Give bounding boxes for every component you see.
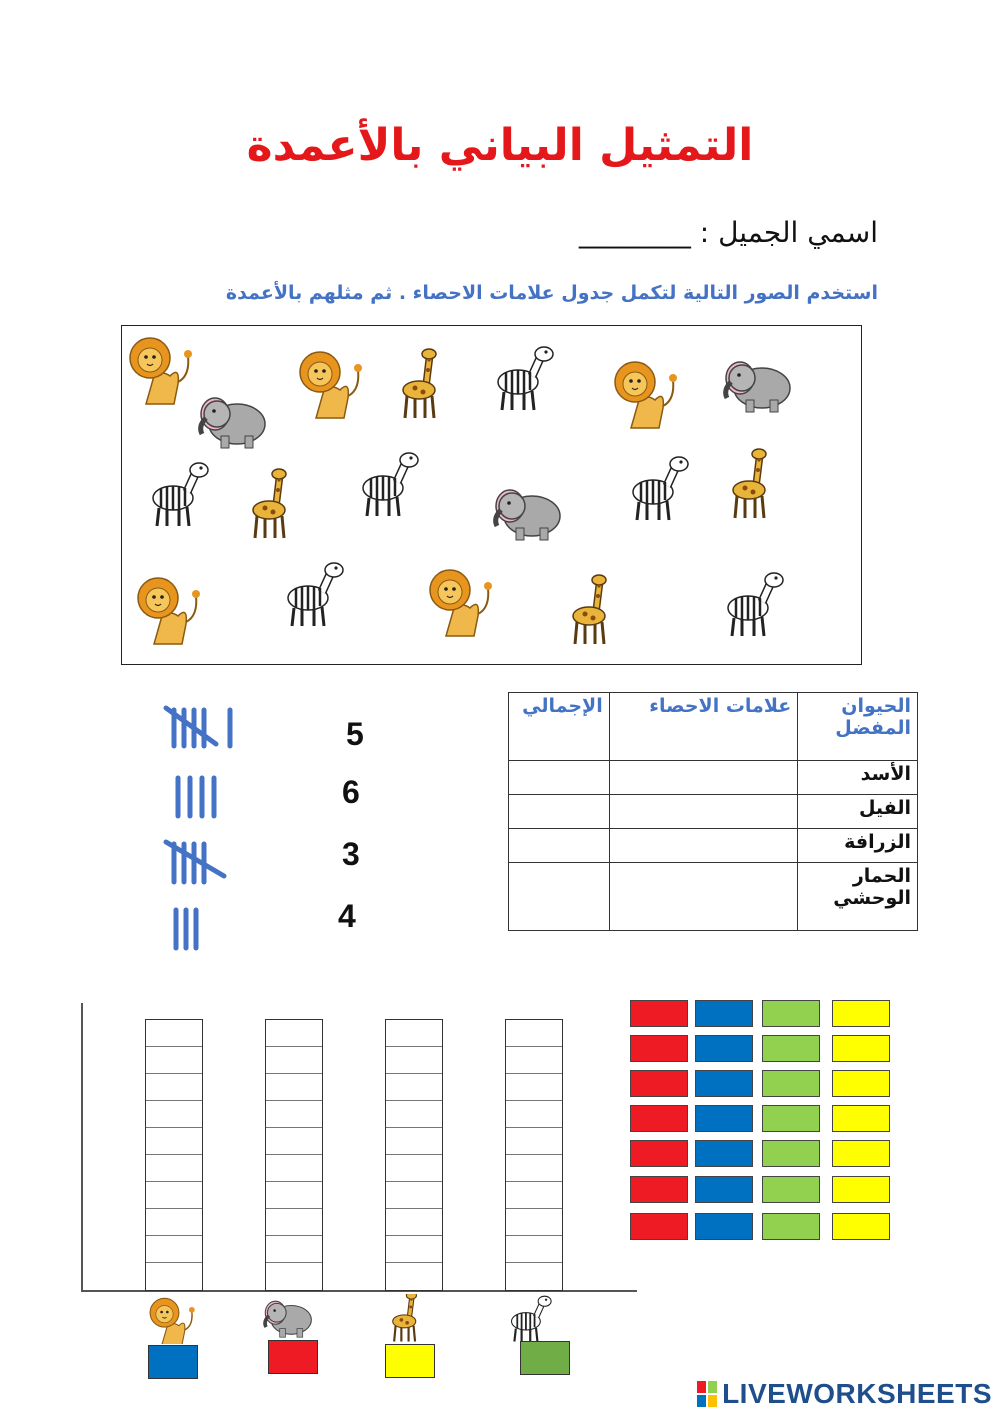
color-swatch-blue[interactable]: [695, 1000, 753, 1027]
color-swatch-red[interactable]: [630, 1140, 688, 1167]
tally-cell[interactable]: [609, 761, 798, 795]
tally-cell[interactable]: [609, 795, 798, 829]
elephant-icon: [201, 398, 265, 448]
row-label-giraffe: الزرافة: [798, 829, 918, 863]
row-label-elephant: الفيل: [798, 795, 918, 829]
giraffe-icon: [393, 1294, 417, 1342]
lion-icon: [138, 578, 200, 644]
animals-illustration: [122, 326, 863, 666]
color-swatch-yellow[interactable]: [832, 1213, 890, 1240]
liveworksheets-mark-icon: [696, 1380, 718, 1408]
color-swatch-yellow[interactable]: [832, 1140, 890, 1167]
color-swatch-blue[interactable]: [695, 1140, 753, 1167]
instruction-text: استخدم الصور التالية لتكمل جدول علامات الاحصاء . ثم مثلهم بالأعمدة: [225, 282, 878, 304]
elephant-icon: [496, 490, 560, 540]
tally-number[interactable]: 4: [338, 898, 356, 934]
row-label-zebra: الحمار الوحشي: [798, 863, 918, 931]
elephant-icon: [265, 1301, 311, 1337]
lion-icon: [430, 570, 492, 636]
color-swatch-blue[interactable]: [695, 1070, 753, 1097]
color-swatch-yellow[interactable]: [832, 1000, 890, 1027]
bar-column-zebra[interactable]: [505, 1019, 563, 1291]
zebra-icon: [288, 563, 343, 626]
zebra-icon: [633, 457, 688, 520]
tally-group-4: [176, 910, 196, 948]
bar-column-giraffe[interactable]: [385, 1019, 443, 1291]
color-swatch-red[interactable]: [630, 1213, 688, 1240]
color-swatch-yellow[interactable]: [832, 1105, 890, 1132]
giraffe-icon: [403, 349, 436, 418]
color-swatch-green[interactable]: [762, 1176, 820, 1203]
color-swatch-red[interactable]: [630, 1035, 688, 1062]
color-swatch-red[interactable]: [630, 1176, 688, 1203]
color-swatch-green[interactable]: [762, 1000, 820, 1027]
lion-icon: [300, 352, 362, 418]
worksheet-title: التمثيل البياني بالأعمدة: [246, 120, 754, 171]
color-swatch-green[interactable]: [762, 1035, 820, 1062]
row-label-lion: الأسد: [798, 761, 918, 795]
zebra-icon: [498, 347, 553, 410]
liveworksheets-logo: [696, 1378, 992, 1410]
lion-icon: [130, 338, 192, 404]
giraffe-icon: [733, 449, 766, 518]
color-swatch-red[interactable]: [630, 1070, 688, 1097]
zebra-icon: [363, 453, 418, 516]
color-swatch-yellow[interactable]: [832, 1035, 890, 1062]
color-swatch-yellow[interactable]: [832, 1070, 890, 1097]
total-cell[interactable]: [509, 795, 610, 829]
brand-name: LIVEWORKSHEETS: [722, 1378, 992, 1409]
tally-group-1: [166, 708, 230, 746]
name-line: اسمي الجميل : ________: [578, 216, 878, 249]
color-key-elephant: [268, 1340, 318, 1374]
chart-animal-labels: [140, 1294, 600, 1344]
zebra-icon: [728, 573, 783, 636]
elephant-icon: [726, 362, 790, 412]
zebra-icon: [512, 1296, 552, 1341]
header-tally-marks: علامات الاحصاء: [609, 693, 798, 761]
total-cell[interactable]: [509, 829, 610, 863]
lion-icon: [150, 1298, 195, 1344]
color-key-giraffe: [385, 1344, 435, 1378]
tally-cell[interactable]: [609, 829, 798, 863]
color-swatch-red[interactable]: [630, 1105, 688, 1132]
color-swatch-green[interactable]: [762, 1070, 820, 1097]
tally-cell[interactable]: [609, 863, 798, 931]
color-swatch-red[interactable]: [630, 1000, 688, 1027]
giraffe-icon: [573, 575, 606, 644]
chart-y-axis: [81, 1003, 83, 1291]
bar-column-elephant[interactable]: [265, 1019, 323, 1291]
giraffe-icon: [253, 469, 286, 538]
tally-number[interactable]: 5: [346, 716, 364, 752]
total-cell[interactable]: [509, 863, 610, 931]
color-swatch-blue[interactable]: [695, 1035, 753, 1062]
header-favorite-animal: الحيوان المفضل: [798, 693, 918, 761]
color-swatch-blue[interactable]: [695, 1105, 753, 1132]
color-swatch-blue[interactable]: [695, 1176, 753, 1203]
bar-column-lion[interactable]: [145, 1019, 203, 1291]
tally-number[interactable]: 6: [342, 774, 360, 810]
tally-table: [508, 692, 918, 931]
color-key-zebra: [520, 1341, 570, 1375]
tally-number[interactable]: 3: [342, 836, 360, 872]
tally-group-3: [166, 842, 224, 882]
lion-icon: [615, 362, 677, 428]
color-key-lion: [148, 1345, 198, 1379]
header-total: الإجمالي: [509, 693, 610, 761]
color-swatch-green[interactable]: [762, 1213, 820, 1240]
color-swatch-blue[interactable]: [695, 1213, 753, 1240]
color-swatch-green[interactable]: [762, 1105, 820, 1132]
zebra-icon: [153, 463, 208, 526]
color-swatch-yellow[interactable]: [832, 1176, 890, 1203]
tally-group-2: [178, 778, 214, 816]
color-swatch-green[interactable]: [762, 1140, 820, 1167]
animals-picture-box: [121, 325, 862, 665]
total-cell[interactable]: [509, 761, 610, 795]
tally-marks: [160, 698, 250, 958]
